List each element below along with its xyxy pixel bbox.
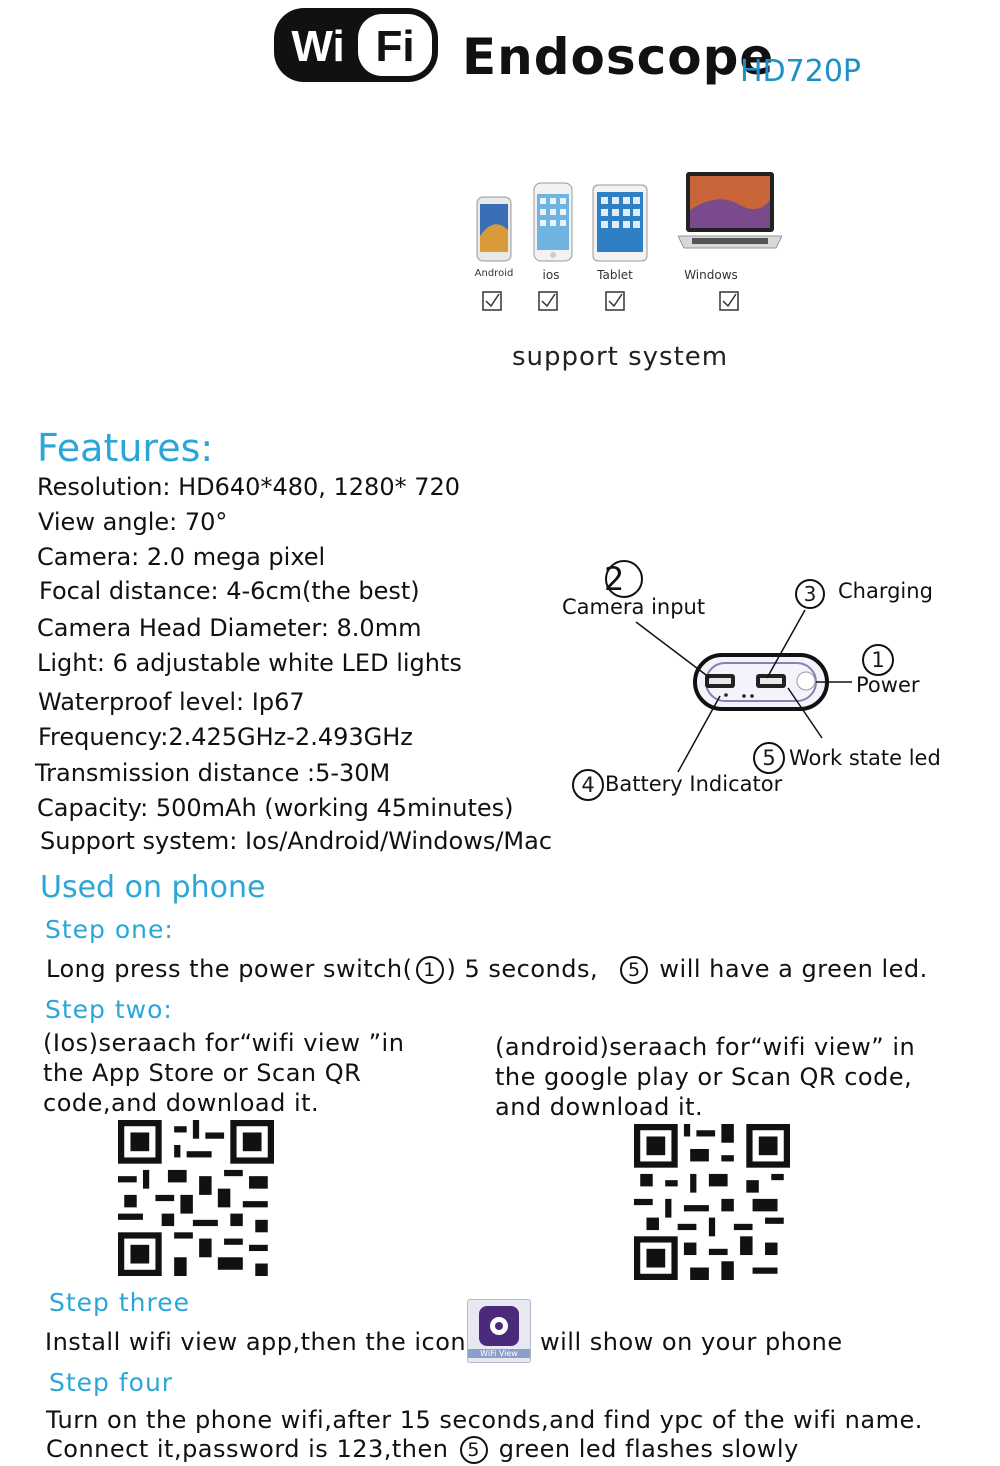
power-button (797, 672, 815, 690)
feature-item: Camera Head Diameter: 8.0mm (37, 614, 422, 642)
callout-number: 5 (753, 742, 785, 774)
tablet-icon (592, 184, 648, 262)
feature-item: Waterproof level: Ip67 (38, 688, 305, 716)
qr-code-android (634, 1124, 790, 1280)
callout-number: 3 (795, 579, 825, 609)
callout-number: 1 (416, 956, 444, 984)
app-name-label: WiFi View (468, 1349, 530, 1358)
feature-item: View angle: 70° (38, 508, 228, 536)
step-one-text: Long press the power switch( 1 ) 5 seconds, 5 will have a green led. (46, 955, 928, 983)
features-heading: Features: (37, 426, 214, 470)
step-three-text-b: will show on your phone (540, 1328, 843, 1356)
checkbox-checked-icon (482, 291, 502, 311)
callout-number: 1 (862, 644, 894, 676)
device-label-tablet: Tablet (597, 268, 633, 282)
device-label-ios: ios (542, 268, 560, 282)
used-on-phone-heading: Used on phone (40, 870, 266, 905)
feature-item: Support system: Ios/Android/Windows/Mac (40, 827, 553, 855)
step-four-title: Step four (49, 1368, 174, 1397)
model-label: HD720P (740, 54, 862, 89)
feature-item: Transmission distance :5-30M (35, 759, 391, 787)
step-two-android-text: (android)seraach for“wifi view” in the google play or Scan QR code, and download it. (495, 1033, 916, 1121)
step-one-title: Step one: (45, 915, 174, 944)
feature-item: Capacity: 500mAh (working 45minutes) (37, 794, 514, 822)
step-three-title: Step three (49, 1288, 191, 1317)
callout-number: 5 (460, 1436, 488, 1464)
checkbox-checked-icon (605, 291, 625, 311)
step-two-title: Step two: (45, 995, 173, 1024)
feature-item: Light: 6 adjustable white LED lights (37, 649, 462, 677)
laptop-icon (678, 170, 782, 260)
callout-number: 5 (620, 956, 648, 984)
support-system-caption: support system (512, 342, 729, 372)
feature-item: Camera: 2.0 mega pixel (37, 543, 326, 571)
qr-code-ios (118, 1120, 274, 1276)
feature-item: Focal distance: 4-6cm(the best) (39, 577, 420, 605)
checkbox-checked-icon (538, 291, 558, 311)
android-phone-icon (476, 196, 512, 262)
wifi-logo (272, 6, 440, 84)
step-two-ios-text: (Ios)seraach for“wifi view ”in the App Store or Scan QR code,and download it. (43, 1029, 405, 1117)
logo-fi-text: Fi (375, 22, 415, 71)
power-label: Power (856, 673, 920, 697)
callout-circle (605, 560, 643, 598)
logo-wi-text: Wi (291, 22, 345, 71)
camera-input-label: Camera input (562, 595, 706, 619)
feature-item: Resolution: HD640*480, 1280* 720 (37, 473, 461, 501)
wifi-view-app-icon (467, 1299, 531, 1363)
device-label-android: Android (474, 268, 514, 279)
step-four-line2: Connect it,password is 123,then 5 green led flashes slowly (46, 1435, 799, 1463)
callout-number: 2 (604, 560, 625, 598)
checkbox-checked-icon (719, 291, 739, 311)
page-title: Endoscope (462, 28, 775, 86)
feature-item: Frequency:2.425GHz-2.493GHz (38, 723, 413, 751)
charging-label: Charging (838, 579, 933, 603)
device-label-windows: Windows (684, 268, 738, 282)
step-four-line1: Turn on the phone wifi,after 15 seconds,and find ypc of the wifi name. (46, 1406, 923, 1434)
work-state-led-label: Work state led (789, 746, 941, 770)
callout-number: 4 (572, 769, 604, 801)
battery-indicator-label: Battery Indicator (605, 772, 783, 796)
iphone-icon (533, 182, 573, 262)
step-three-text-a: Install wifi view app,then the icon (45, 1328, 467, 1356)
